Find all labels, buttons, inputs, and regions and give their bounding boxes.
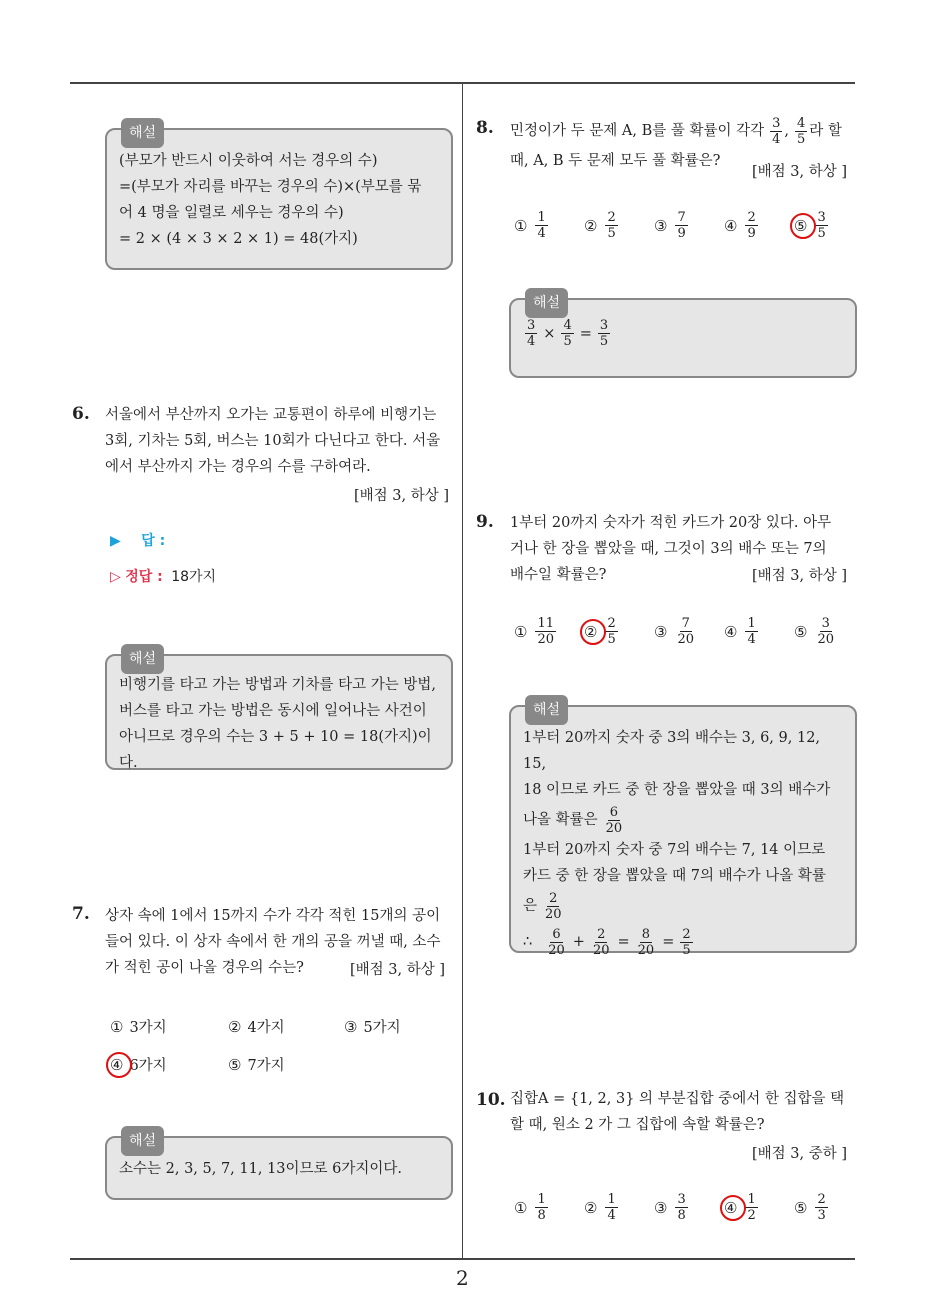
operator: × [543,325,556,342]
fraction [636,927,657,958]
numerator: 3 [772,115,781,131]
fraction [745,616,757,647]
fraction [535,1192,547,1223]
play-icon: ▶ [110,533,121,549]
denominator: 8 [677,1208,686,1223]
denominator: 20 [545,906,562,922]
numerator: 2 [607,210,616,225]
numerator: 6 [552,926,561,942]
question-line: 거나 한 장을 뽑았을 때, 그것이 3의 배수 또는 7의 [510,541,827,557]
choice-9-4[interactable] [724,616,760,647]
denominator: 5 [599,334,609,349]
question-meta-9: [배점 3, 하상 ] [752,568,848,584]
denominator: 9 [677,226,686,241]
fraction [815,210,827,241]
explanation-line [523,803,843,837]
explanation-line: 어 4 명을 일렬로 세우는 경우의 수) [119,205,344,221]
question-text-6 [105,402,455,480]
explanation-line: = 2 × (4 × 3 × 2 × 1) = 48(가지) [119,231,358,247]
fraction [543,891,564,922]
fraction [598,318,610,349]
numerator: 6 [609,804,619,820]
question-line-part: 라 할 [809,123,842,139]
fraction [675,616,696,647]
explanation-text: 은 [523,898,538,914]
question-line: 들어 있다. 이 상자 속에서 한 개의 공을 꺼낼 때, 소수 [105,934,441,950]
choice-7-1[interactable] [110,1016,167,1037]
numerator: 3 [599,318,609,333]
numerator: 3 [817,210,826,225]
choice-mark: ② [228,1017,242,1036]
operator: + [572,934,585,950]
choice-mark: ⑤ [794,622,808,641]
choice-text: 3가지 [129,1020,167,1036]
choice-7-5[interactable] [228,1054,285,1075]
choice-mark: ③ [654,622,668,641]
choice-7-3[interactable] [344,1016,401,1037]
explanation-line: 1부터 20까지 숫자 중 7의 배수는 7, 14 이므로 [523,842,826,858]
numerator: 3 [527,318,536,333]
numerator: 8 [641,926,651,942]
question-line: 집합A = {1, 2, 3} 의 부분집합 중에서 한 집합을 택 [510,1091,845,1107]
question-number-10: 10. [476,1090,506,1110]
denominator: 2 [747,1208,756,1223]
choice-8-2[interactable] [584,210,620,241]
question-line: 가 적힌 공이 나올 경우의 수는? [105,960,304,976]
choice-8-5[interactable] [794,210,830,241]
choice-8-1[interactable] [514,210,550,241]
fraction [535,616,556,647]
fraction [795,116,807,147]
correct-answer-row [110,566,216,586]
choice-mark: ⑤ [794,1198,808,1217]
explanation-line: 1부터 20까지 숫자 중 3의 배수는 3, 6, 9, 12, 15, [523,730,821,772]
explanation-tag: 해설 [121,118,164,148]
numerator: 2 [817,1192,826,1207]
answer-label: 답 : [141,533,166,549]
numerator: 7 [677,210,686,225]
explanation-line [523,889,843,923]
page-number: 2 [456,1266,469,1290]
denominator: 20 [592,942,610,958]
selected-circle-icon [106,1052,132,1078]
operator: = [579,325,592,342]
numerator: 3 [821,616,830,631]
denominator: 20 [537,632,554,647]
choice-9-5[interactable] [794,616,838,647]
denominator: 20 [548,942,565,958]
explanation-line: 아니므로 경우의 수는 3 + 5 + 10 = 18(가지)이다. [119,729,432,771]
explanation-line: 18 이므로 카드 중 한 장을 뽑았을 때 3의 배수가 [523,782,831,798]
question-line: 3회, 기차는 5회, 버스는 10회가 다닌다고 한다. 서울 [105,433,441,449]
choice-text: 5가지 [363,1020,401,1036]
explanation-line: (부모가 반드시 이웃하여 서는 경우의 수) [119,153,378,169]
choice-mark: ② [584,216,598,235]
choice-mark: ③ [344,1017,358,1036]
explanation-box-9 [509,702,857,958]
fraction [675,210,687,241]
numerator: 2 [597,926,606,942]
denominator: 5 [817,226,826,241]
question-number-6: 6. [72,404,90,424]
choice-10-3[interactable] [654,1192,690,1223]
question-number-7: 7. [72,904,90,924]
explanation-line: 비행기를 타고 가는 방법과 기차를 타고 가는 방법, [119,677,437,693]
choice-text: 4가지 [247,1020,285,1036]
question-meta-8: [배점 3, 하상 ] [752,164,848,180]
explanation-line: =(부모가 자리를 바꾸는 경우의 수)×(부모를 묶 [119,179,422,195]
choice-mark: ④ [724,216,738,235]
choice-mark: ① [110,1017,124,1036]
choice-mark: ③ [654,1198,668,1217]
answer-row [110,530,165,550]
choice-mark: ② [584,623,597,641]
choice-mark: ⑤ [228,1055,242,1074]
choice-7-4[interactable] [110,1054,167,1075]
explanation-text: 나올 확률은 [523,812,598,828]
choice-text: 6가지 [129,1058,167,1074]
fraction [535,210,547,241]
choice-mark: ⑤ [794,217,807,235]
question-number-8: 8. [476,118,494,138]
choice-9-2[interactable] [584,616,620,647]
fraction [680,927,692,958]
denominator: 4 [607,1208,616,1223]
choice-text: 7가지 [247,1058,285,1074]
denominator: 4 [537,226,546,241]
denominator: 3 [817,1208,826,1223]
comma: , [784,123,789,139]
denominator: 4 [772,131,781,147]
fraction [745,210,757,241]
fraction [591,927,612,958]
fraction [605,1192,617,1223]
explanation-tag: 해설 [525,695,568,725]
fraction [604,805,625,836]
numerator: 4 [563,318,572,333]
explanation-box-5 [105,125,453,270]
selected-circle-icon [720,1195,746,1221]
explanation-box-7 [105,1133,453,1200]
question-line: 배수일 확률은? [510,567,607,583]
question-text-10 [510,1086,860,1138]
correct-answer-label: 정답 : [125,569,163,585]
choice-10-5[interactable] [794,1192,830,1223]
correct-answer-value: 18가지 [171,569,217,585]
bottom-rule [70,1258,855,1260]
choice-9-1[interactable] [514,616,558,647]
question-line: 할 때, 원소 2 가 그 집합에 속할 확률은? [510,1117,765,1133]
fraction [745,1192,757,1223]
choice-10-2[interactable] [584,1192,620,1223]
explanation-tag: 해설 [525,288,568,318]
numerator: 7 [681,616,690,631]
denominator: 20 [817,632,834,647]
denominator: 4 [527,334,536,349]
choice-mark: ④ [110,1056,123,1074]
choice-10-1[interactable] [514,1192,550,1223]
numerator: 3 [677,1192,686,1207]
choice-mark: ② [584,1198,598,1217]
explanation-box-6 [105,651,453,771]
explanation-tag: 해설 [121,644,164,674]
numerator: 2 [747,210,756,225]
selected-circle-icon [580,619,606,645]
choice-8-3[interactable] [654,210,690,241]
choice-mark: ① [514,1198,528,1217]
fraction [815,616,836,647]
explanation-line: 카드 중 한 장을 뽑았을 때 7의 배수가 나올 확률 [523,868,826,884]
denominator: 5 [563,334,572,349]
denominator: 5 [607,632,616,647]
choice-mark: ④ [724,1199,737,1217]
denominator: 5 [797,131,806,147]
denominator: 9 [747,226,756,241]
numerator: 2 [549,890,558,906]
fraction [770,116,782,147]
question-meta-10: [배점 3, 중하 ] [752,1146,848,1162]
fraction [675,1192,687,1223]
explanation-line: 버스를 타고 가는 방법은 동시에 일어나는 사건이 [119,703,427,719]
question-number-9: 9. [476,512,494,532]
numerator: 2 [682,926,691,942]
denominator: 20 [637,942,655,958]
column-divider [462,83,463,1259]
question-line: 서울에서 부산까지 오가는 교통편이 하루에 비행기는 [105,407,437,423]
numerator: 1 [747,616,756,631]
denominator: 4 [747,632,756,647]
choice-mark: ① [514,216,528,235]
therefore-symbol: ∴ [523,934,533,950]
choice-mark: ③ [654,216,668,235]
operator: = [662,934,675,950]
fraction [546,927,567,958]
choice-7-2[interactable] [228,1016,285,1037]
question-line: 에서 부산까지 가는 경우의 수를 구하여라. [105,459,371,475]
outline-play-icon: ▷ [110,569,121,585]
denominator: 5 [607,226,616,241]
fraction [605,210,617,241]
explanation-line: 소수는 2, 3, 5, 7, 11, 13이므로 6가지이다. [119,1161,403,1177]
choice-mark: ① [514,622,528,641]
selected-circle-icon [790,213,816,239]
operator: = [617,934,630,950]
denominator: 20 [605,820,623,836]
explanation-formula [523,318,843,349]
explanation-formula [523,923,843,961]
denominator: 8 [537,1208,546,1223]
question-line: 상자 속에 1에서 15까지 수가 각각 적힌 15개의 공이 [105,908,441,924]
numerator: 1 [537,210,546,225]
numerator: 1 [747,1192,756,1207]
fraction [815,1192,827,1223]
denominator: 20 [677,632,694,647]
choice-9-3[interactable] [654,616,698,647]
choice-mark: ④ [724,622,738,641]
question-line-part: 민정이가 두 문제 A, B를 풀 확률이 각각 [510,123,765,139]
numerator: 1 [607,1192,616,1207]
fraction [605,616,617,647]
explanation-tag: 해설 [121,1126,164,1156]
question-line: 1부터 20까지 숫자가 적힌 카드가 20장 있다. 아무 [510,515,832,531]
question-meta-6: [배점 3, 하상 ] [354,488,450,504]
numerator: 2 [607,616,616,631]
numerator: 11 [537,616,554,631]
question-meta-7: [배점 3, 하상 ] [350,962,446,978]
numerator: 1 [537,1192,546,1207]
explanation-box-8 [509,295,857,378]
choice-10-4[interactable] [724,1192,760,1223]
fraction [561,318,573,349]
question-line [510,116,860,146]
question-line: 때, A, B 두 문제 모두 풀 확률은? [510,153,721,169]
fraction [525,318,537,349]
denominator: 5 [682,942,691,958]
numerator: 4 [797,115,806,131]
choice-8-4[interactable] [724,210,760,241]
